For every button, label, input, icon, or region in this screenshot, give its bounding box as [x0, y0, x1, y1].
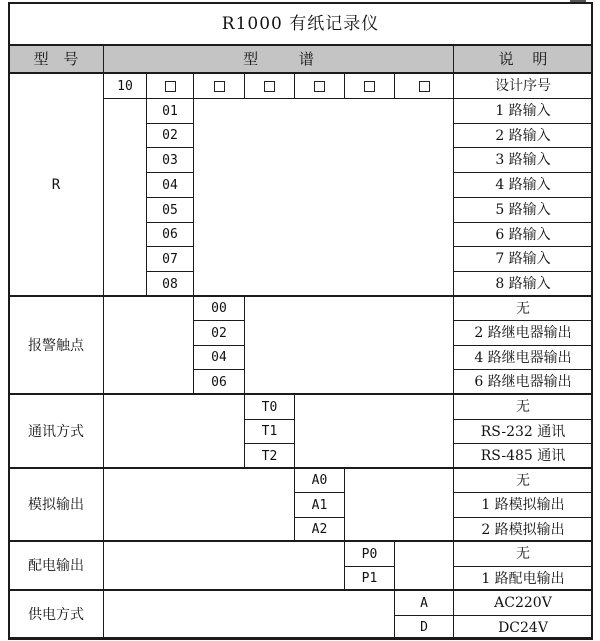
code-cell: 06 [146, 222, 194, 247]
description-cell: 5 路输入 [453, 197, 593, 223]
checkbox-icon [419, 81, 430, 92]
spacer-cell [103, 468, 295, 542]
spacer-cell [103, 296, 194, 395]
checkbox-icon [314, 81, 325, 92]
checkbox-icon [214, 81, 225, 92]
description-cell: 7 路输入 [453, 246, 593, 272]
description-cell: 1 路模拟输出 [453, 492, 593, 518]
spacer-cell [244, 296, 454, 395]
description-cell: 2 路继电器输出 [453, 320, 593, 346]
spacer-cell [193, 98, 454, 297]
description-cell: 6 路继电器输出 [453, 369, 593, 395]
spacer-cell [103, 394, 245, 469]
spacer-cell [103, 98, 147, 297]
spacer-cell [103, 541, 345, 591]
description-cell: 1 路配电输出 [453, 566, 593, 591]
description-cell: DC24V [453, 615, 593, 640]
checkbox-cell [344, 73, 395, 99]
code-cell: 06 [193, 369, 245, 395]
checkbox-icon [264, 81, 275, 92]
design-description-cell: 设计序号 [453, 73, 593, 99]
code-cell: A1 [294, 492, 345, 518]
code-cell: D [394, 615, 454, 640]
code-cell: P0 [344, 541, 395, 567]
scan-artifact [570, 0, 586, 2]
description-cell: 无 [453, 541, 593, 567]
table-title: R1000 有纸记录仪 [8, 2, 593, 46]
code-cell: T2 [244, 443, 295, 469]
header-spectrum: 型 谱 [103, 45, 454, 74]
code-cell: T0 [244, 394, 295, 420]
code-cell: 00 [193, 296, 245, 321]
checkbox-cell [394, 73, 454, 99]
section-label-communication: 通讯方式 [8, 394, 104, 469]
description-cell: 无 [453, 468, 593, 493]
code-cell: T1 [244, 419, 295, 444]
design-code-cell: 10 [103, 73, 147, 99]
spacer-cell [344, 468, 454, 542]
code-cell: 04 [146, 172, 194, 198]
section-label-analog-output: 模拟输出 [8, 468, 104, 542]
section-label-alarm-contact: 报警触点 [8, 296, 104, 395]
code-cell: A2 [294, 517, 345, 542]
description-cell: RS-485 通讯 [453, 443, 593, 469]
header-description: 说 明 [453, 45, 593, 74]
description-cell: 1 路输入 [453, 98, 593, 124]
code-cell: A0 [294, 468, 345, 493]
code-cell: 03 [146, 147, 194, 173]
description-cell: 3 路输入 [453, 147, 593, 173]
section-label-power-dist: 配电输出 [8, 541, 104, 591]
code-cell: 01 [146, 98, 194, 124]
spacer-cell [103, 590, 395, 640]
code-cell: 05 [146, 197, 194, 223]
code-cell: 02 [193, 320, 245, 346]
description-cell: 无 [453, 296, 593, 321]
description-cell: 6 路输入 [453, 222, 593, 247]
description-cell: RS-232 通讯 [453, 419, 593, 444]
code-cell: P1 [344, 566, 395, 591]
description-cell: 8 路输入 [453, 271, 593, 297]
code-cell: 04 [193, 345, 245, 370]
section-label-power-supply: 供电方式 [8, 590, 104, 640]
spacer-cell [294, 394, 454, 469]
code-cell: 07 [146, 246, 194, 272]
checkbox-cell [244, 73, 295, 99]
checkbox-cell [294, 73, 345, 99]
section-label-input: R [8, 73, 104, 297]
checkbox-icon [364, 81, 375, 92]
description-cell: AC220V [453, 590, 593, 616]
description-cell: 2 路模拟输出 [453, 517, 593, 542]
checkbox-icon [165, 81, 176, 92]
description-cell: 2 路输入 [453, 123, 593, 148]
checkbox-cell [146, 73, 194, 99]
description-cell: 4 路继电器输出 [453, 345, 593, 370]
spacer-cell [394, 541, 454, 591]
code-cell: 08 [146, 271, 194, 297]
checkbox-cell [193, 73, 245, 99]
description-cell: 4 路输入 [453, 172, 593, 198]
code-cell: 02 [146, 123, 194, 148]
description-cell: 无 [453, 394, 593, 420]
code-cell: A [394, 590, 454, 616]
header-model: 型 号 [8, 45, 104, 74]
